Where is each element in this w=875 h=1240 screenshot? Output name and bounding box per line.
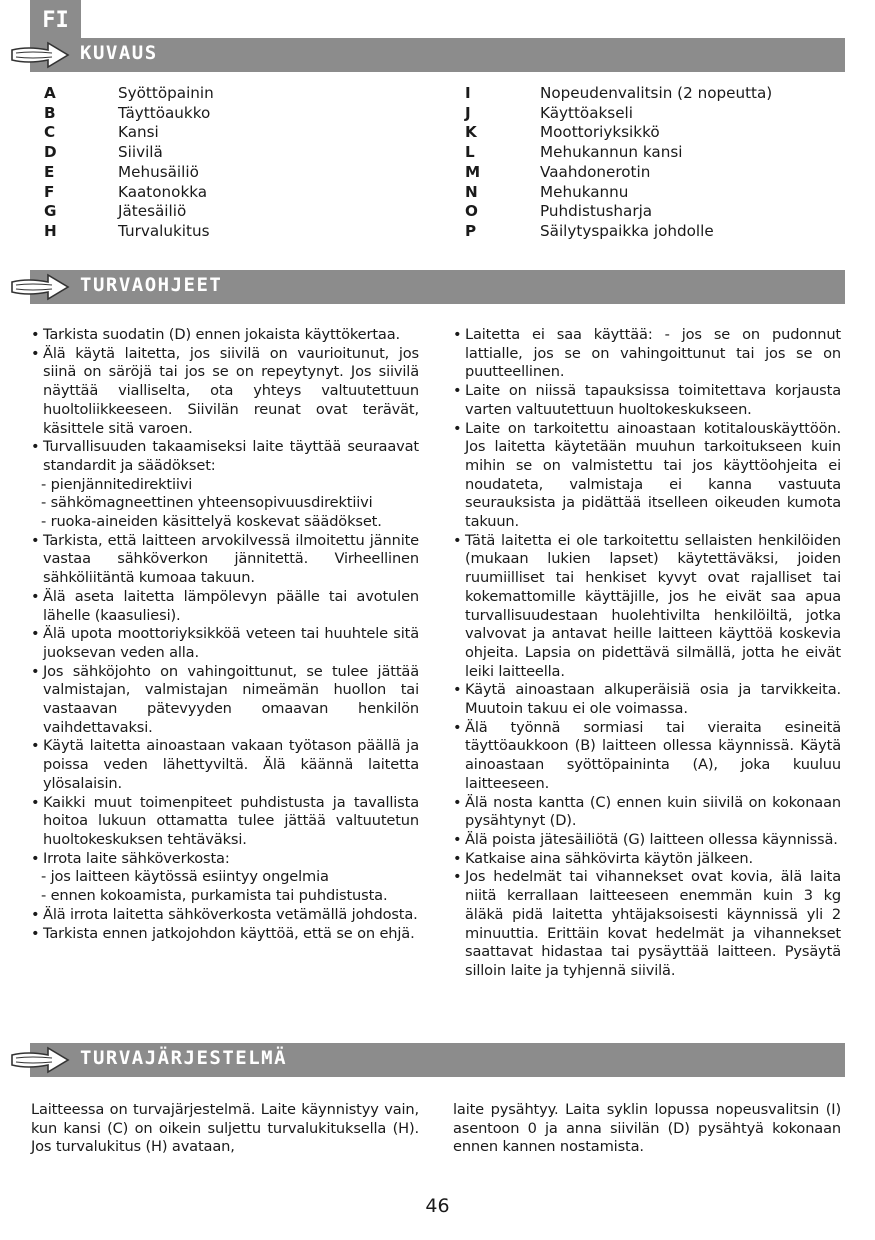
list-item: • Käytä laitetta ainoastaan vakaan työtason päällä ja poissa veden lähettyviltä. Älä käännä laitetta ylösalaisin. <box>31 737 419 793</box>
list-item: • Irrota laite sähköverkosta: <box>31 850 419 869</box>
safety-system-left: Laitteessa on turvajärjestelmä. Laite käynnistyy vain, kun kansi (C) on oikein suljettu turvalukituksella (H). Jos turvalukitus (H) avataan, <box>31 1101 419 1156</box>
list-item: • Tarkista ennen jatkojohdon käyttöä, että se on ehjä. <box>31 925 419 944</box>
list-item: O Puhdistusharja <box>465 202 653 221</box>
sub-item: - ruoka-aineiden käsittelyä koskevat säädökset. <box>41 513 382 531</box>
list-item: A Syöttöpainin <box>44 84 214 102</box>
list-item: • Kaikki muut toimenpiteet puhdistusta ja tavallista hoitoa lukuun ottamatta tulee jättää valtuutetun huoltokeskuksen tehtäväksi. <box>31 794 419 850</box>
section-header-kuvaus <box>30 38 845 72</box>
sub-item: - jos laitteen käytössä esiintyy ongelmia <box>41 868 329 886</box>
list-item: • Älä aseta laitetta lämpölevyn päälle tai avotulen lähelle (kaasuliesi). <box>31 588 419 625</box>
sub-item: - pienjännitedirektiivi <box>41 475 193 493</box>
list-item: D Siivilä <box>44 143 163 162</box>
list-item: • Älä työnnä sormiasi tai vieraita esineitä täyttöaukkoon (B) laitteen ollessa käynnissä. Käytä ainoastaan syöttöpaininta (A), joka kuuluu laitteeseen. <box>453 719 841 794</box>
page-number: 46 <box>425 1195 450 1217</box>
list-item: I Nopeudenvalitsin (2 nopeutta) <box>465 84 773 102</box>
list-item: • Jos hedelmät tai vihannekset ovat kovia, älä laita niitä kerrallaan laitteeseen enemmän kuin 3 kg äläkä pidä laitetta yhtäjaksoisesti käynnissä yli 2 minuuttia. Erittäin kovat hedelmät ja vihannekset saattavat hidastaa tai pysäyttää laitteen. Pysäytä silloin laite ja tyhjennä siivilä. <box>453 868 841 980</box>
list-item: • Laite on niissä tapauksissa toimitettava korjausta varten valtuutettuun huoltokeskukseen. <box>453 382 841 419</box>
list-item: H Turvalukitus <box>44 221 210 240</box>
arrow-icon <box>8 38 74 72</box>
list-item: C Kansi <box>44 123 159 142</box>
list-item: • Käytä ainoastaan alkuperäisiä osia ja tarvikkeita. Muutoin takuu ei ole voimassa. <box>453 681 841 718</box>
sub-item: - ennen kokoamista, purkamista tai puhdistusta. <box>41 887 388 905</box>
section-title: KUVAUS <box>80 42 158 64</box>
list-item: • Turvallisuuden takaamiseksi laite täyttää seuraavat standardit ja säädökset: <box>31 438 419 475</box>
list-item: • Laite on tarkoitettu ainoastaan kotitalouskäyttöön. Jos laitetta käytetään muuhun tarkoitukseen kuin mihin se on valmistettu tai jos käyttöohjeita ei noudateta, valmistaja ei kanna vastuuta seurauksista ja pidättää itselleen oikeuden kumota takuun. <box>453 420 841 532</box>
list-item: P Säilytyspaikka johdolle <box>465 221 714 240</box>
list-item: • Katkaise aina sähkövirta käytön jälkeen. <box>453 850 841 869</box>
list-item: M Vaahdonerotin <box>465 162 651 181</box>
list-item: J Käyttöakseli <box>465 103 633 122</box>
list-item: • Tätä laitetta ei ole tarkoitettu sellaisten henkilöiden (mukaan lukien lapset) käytettäväksi, joiden ruumiilliset tai henkiset kyvyt ovat rajalliset tai kokemattomille käyttäjille, jos he eivät saa apua turvallisuudestaan huolehtivilta henkilöiltä, jotka valvovat ja antavat heille laitteen käyttöä koskevia ohjeita. Lapsia on pidettävä silmällä, jotta he eivät leiki laitteella. <box>453 532 841 682</box>
parts-list-right <box>465 84 772 242</box>
section-title: TURVAJÄRJESTELMÄ <box>80 1047 288 1069</box>
list-item: N Mehukannu <box>465 182 629 201</box>
section-title: TURVAOHJEET <box>80 274 223 296</box>
arrow-icon <box>8 270 74 304</box>
arrow-icon <box>8 1043 74 1077</box>
list-item: L Mehukannun kansi <box>465 143 683 162</box>
language-tab: FI <box>30 0 81 40</box>
list-item: E Mehusäiliö <box>44 162 199 181</box>
list-item: K Moottoriyksikkö <box>465 123 660 142</box>
list-item: B Täyttöaukko <box>44 103 211 122</box>
safety-column-left <box>31 326 419 943</box>
list-item: • Jos sähköjohto on vahingoittunut, se tulee jättää valmistajan, valmistajan nimeämän huollon tai vastaavan pätevyyden omaavan henkilön vaihdettavaksi. <box>31 663 419 738</box>
list-item: F Kaatonokka <box>44 182 208 201</box>
list-item: G Jätesäiliö <box>44 202 187 221</box>
sub-item: - sähkömagneettinen yhteensopivuusdirektiivi <box>41 494 373 512</box>
list-item: • Älä irrota laitetta sähköverkosta vetämällä johdosta. <box>31 906 419 925</box>
list-item: • Älä käytä laitetta, jos siivilä on vaurioitunut, jos siinä on säröjä tai jos se on repeytynyt. Jos siivilä näyttää vialliselta, ota yhteys valtuutettuun huoltoliikkeeseen. Siivilän reunat ovat terävät, käsittele sitä varoen. <box>31 345 419 439</box>
list-item: • Älä nosta kantta (C) ennen kuin siivilä on kokonaan pysähtynyt (D). <box>453 794 841 831</box>
section-header-turvaohjeet <box>30 270 845 304</box>
section-header-turvajarjestelma <box>30 1043 845 1077</box>
list-item: • Älä poista jätesäiliötä (G) laitteen ollessa käynnissä. <box>453 831 841 850</box>
list-item: • Laitetta ei saa käyttää: - jos se on pudonnut lattialle, jos se on vahingoittunut tai jos se on puutteellinen. <box>453 326 841 382</box>
list-item: • Tarkista suodatin (D) ennen jokaista käyttökertaa. <box>31 326 419 345</box>
list-item: • Älä upota moottoriyksikköä veteen tai huuhtele sitä juoksevan veden alla. <box>31 625 419 662</box>
list-item: • Tarkista, että laitteen arvokilvessä ilmoitettu jännite vastaa sähköverkon jännitettä. Virheellinen sähköliitäntä kumoaa takuun. <box>31 532 419 588</box>
safety-column-right <box>453 326 841 981</box>
parts-list-left <box>44 84 214 242</box>
safety-system-right: laite pysähtyy. Laita syklin lopussa nopeusvalitsin (I) asentoon 0 ja anna siivilän (D) pysähtyä kokonaan ennen kannen nostamista. <box>453 1101 841 1156</box>
